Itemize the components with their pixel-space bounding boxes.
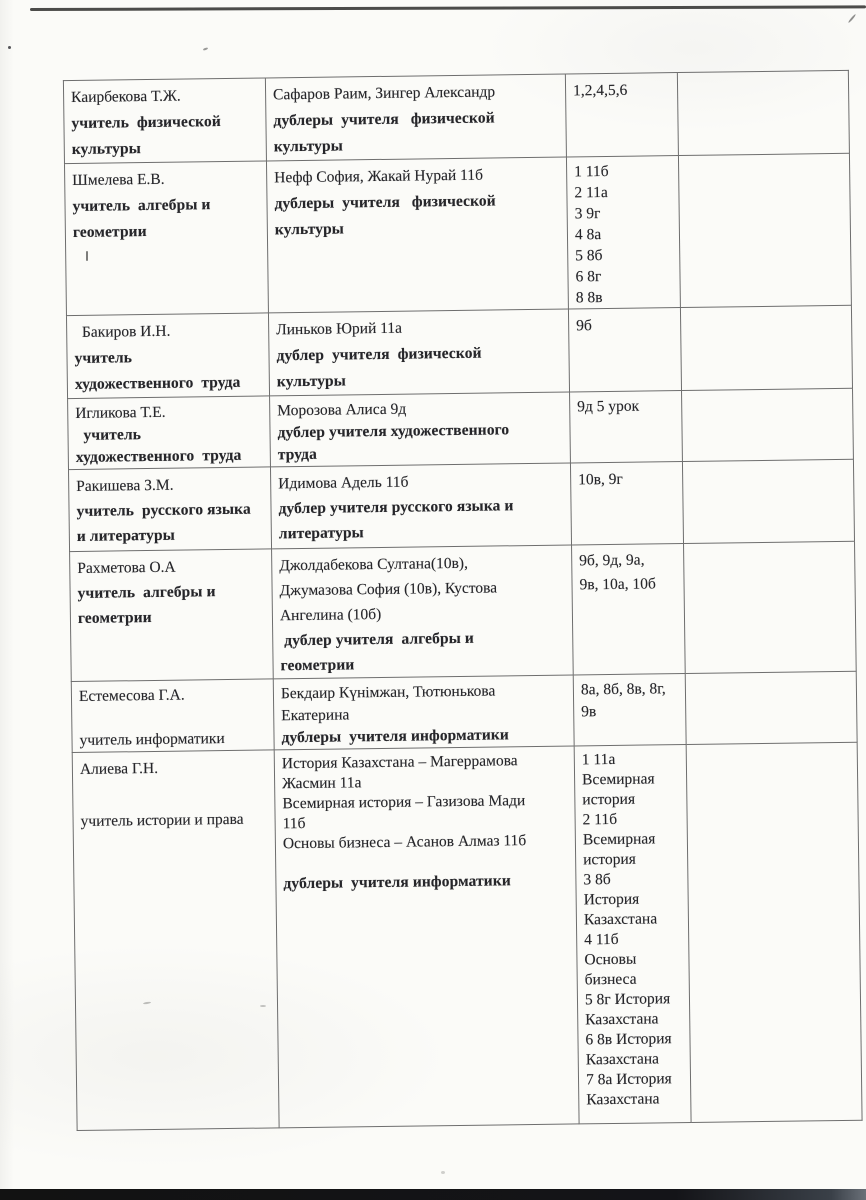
table-row [70, 541, 857, 681]
cell-line: 2 11а [574, 183, 608, 202]
cell-line-bold: дублеры учителя информатики [281, 726, 510, 747]
cell-line-bold: дублер учителя физической [276, 344, 482, 365]
cell-line: 9б, 9д, 9а, [579, 551, 645, 570]
cell-notes [677, 70, 849, 155]
cell-line: 1 11а [581, 750, 616, 769]
cell-line [79, 705, 269, 729]
cell-line: Ангелина (10б) [279, 605, 382, 625]
cell-line: Шмелева Е.В. [72, 170, 165, 189]
scan-edge-line [30, 5, 866, 11]
cell-notes [682, 459, 854, 543]
scan-speck [441, 1171, 445, 1174]
cell-line: 9в [581, 703, 597, 721]
cell-line: Алиева Г.Н. [79, 759, 159, 778]
cell-line: 9в, 10а, 10б [579, 575, 656, 594]
cell-notes [682, 388, 854, 461]
scan-speck [848, 14, 857, 24]
scan-speck [260, 1005, 266, 1007]
cell-line: История Казахстана – Магеррамова [281, 752, 518, 773]
cell-line: Линьков Юрий 11а [276, 319, 403, 339]
cell-substitutes [265, 74, 566, 161]
cell-line: Всемирная [582, 830, 656, 849]
cell-teacher [70, 549, 274, 682]
cell-schedule [568, 308, 681, 392]
cell-line: 9б [576, 317, 592, 335]
cell-teacher [68, 467, 271, 552]
cell-line: 6 8г [575, 268, 602, 286]
cell-line-bold: учитель русского языка [76, 500, 251, 520]
cell-line-bold: геометрии [77, 608, 152, 627]
cell-line-bold: дублеры учителя физической [274, 192, 496, 213]
cell-substitutes [274, 746, 579, 1128]
cell-line: история [582, 790, 636, 809]
table-row [63, 70, 849, 163]
cell-line: 10в, 9г [578, 470, 623, 489]
substitution-table-body [63, 70, 862, 1130]
cell-line: Джолдабекова Султана(10в), [279, 554, 469, 575]
table-row [68, 388, 854, 469]
scan-speck [86, 251, 88, 261]
cell-substitutes [270, 463, 571, 549]
cell-line: 2 11б [582, 810, 618, 829]
cell-line: Основы [584, 950, 637, 969]
table-row [68, 459, 854, 551]
cell-line-bold: художественного труда [74, 373, 241, 393]
cell-schedule [565, 73, 678, 157]
table-row [72, 742, 862, 1130]
cell-line: 8а, 8б, 8в, 8г, [580, 680, 666, 699]
cell-line: Ракишева З.М. [76, 476, 174, 495]
cell-line-bold: дублеры учителя физической [273, 109, 495, 130]
substitution-table [63, 70, 863, 1131]
cell-schedule [574, 745, 691, 1124]
scan-speck [203, 47, 208, 51]
cell-line-bold: учитель алгебры и [77, 583, 216, 602]
table-row [66, 305, 852, 398]
cell-line: Игликова Т.Е. [75, 403, 166, 422]
cell-line: 5 8г История [584, 990, 671, 1009]
scan-speck [8, 46, 11, 49]
cell-teacher [71, 679, 274, 753]
cell-line-bold: дублер учителя алгебры и [280, 629, 474, 650]
cell-line: учитель истории и права [80, 810, 244, 830]
cell-line: Естемесова Г.А. [78, 686, 185, 705]
cell-line: 1 11б [574, 162, 609, 181]
cell-teacher [63, 78, 266, 164]
table-row [64, 153, 851, 315]
cell-line: Всемирная [581, 770, 655, 789]
cell-line-bold: художественного труда [75, 446, 242, 466]
cell-line: История [583, 890, 640, 909]
cell-line: Жасмин 11а [282, 774, 362, 793]
cell-line-bold: геометрии [72, 223, 147, 241]
cell-notes [680, 305, 852, 390]
cell-line: Сафаров Раим, Зингер Александр [272, 83, 496, 104]
cell-line: Рахметова О.А [77, 558, 176, 577]
cell-line-bold: и литературы [76, 526, 175, 545]
cell-line-bold: учитель алгебры и [72, 196, 211, 215]
cell-substitutes [266, 157, 568, 313]
cell-line: Каирбекова Т.Ж. [71, 87, 181, 106]
cell-line: Морозова Алиса 9д [277, 400, 407, 420]
cell-schedule [566, 156, 680, 309]
cell-schedule [570, 391, 683, 463]
cell-line: Идимова Адель 11б [278, 473, 409, 493]
cell-line: бизнеса [584, 970, 637, 989]
cell-teacher [66, 313, 269, 399]
cell-line-bold: культуры [276, 372, 347, 391]
cell-schedule [572, 544, 686, 675]
cell-line: Казахстана [585, 1050, 660, 1069]
cell-substitutes [268, 309, 569, 396]
cell-line-bold: литературы [278, 524, 364, 543]
cell-line-bold: труда [277, 445, 318, 464]
cell-notes [678, 153, 851, 307]
cell-line: 1,2,4,5,6 [572, 81, 628, 100]
cell-line: 4 8а [574, 226, 602, 244]
cell-teacher [72, 750, 279, 1131]
cell-line-bold: геометрии [280, 656, 355, 675]
cell-line: Бекдаир Күнімжан, Тютюнькова [280, 682, 496, 703]
cell-line: 3 8б [583, 871, 611, 889]
cell-notes [685, 671, 857, 744]
cell-line: история [583, 850, 636, 869]
cell-line: 3 9г [574, 205, 601, 223]
cell-line-bold: культуры [71, 140, 141, 158]
cell-notes [686, 742, 862, 1122]
cell-line-bold: дублеры учителя информатики [283, 872, 511, 893]
cell-line-bold: дублер учителя русского языка и [278, 497, 514, 518]
cell-line: Джумазова София (10в), Кустова [279, 579, 498, 600]
cell-line-bold: дублер учителя художественного [277, 421, 510, 442]
cell-substitutes [273, 675, 574, 750]
cell-substitutes [272, 545, 574, 679]
scan-bottom-bar [0, 1189, 866, 1200]
table-row [71, 671, 857, 752]
cell-line: 5 8б [575, 247, 603, 265]
cell-line-bold: культуры [273, 137, 343, 156]
cell-substitutes [270, 392, 571, 467]
cell-line [80, 780, 270, 808]
cell-line-bold: учитель [74, 349, 133, 367]
cell-line: 7 8а История [585, 1070, 672, 1089]
cell-teacher [64, 161, 268, 316]
cell-teacher [68, 396, 271, 470]
cell-line-bold: учитель физической [71, 113, 221, 132]
cell-line: 4 11б [584, 930, 619, 949]
cell-line-bold: учитель [75, 426, 142, 444]
cell-line: Казахстана [583, 910, 658, 929]
cell-schedule [573, 674, 686, 746]
cell-line: 9д 5 урок [577, 397, 640, 416]
cell-line: Казахстана [585, 1010, 659, 1029]
cell-line: 11б [282, 814, 306, 833]
cell-line: Бакиров И.Н. [74, 322, 171, 341]
cell-line: 8 8в [575, 289, 603, 307]
cell-line: Казахстана [586, 1090, 660, 1109]
cell-line-bold: культуры [274, 220, 345, 239]
cell-schedule [570, 462, 683, 545]
cell-notes [684, 541, 857, 673]
cell-line: Всемирная история – Газизова Мади [282, 792, 526, 813]
cell-line: Основы бизнеса – Асанов Алмаз 11б [282, 832, 527, 853]
cell-line: Екатерина [281, 706, 350, 725]
cell-line: Нефф София, Жакай Нурай 11б [274, 166, 484, 187]
cell-line: 6 8в История [585, 1030, 672, 1049]
cell-line: учитель информатики [79, 730, 225, 749]
